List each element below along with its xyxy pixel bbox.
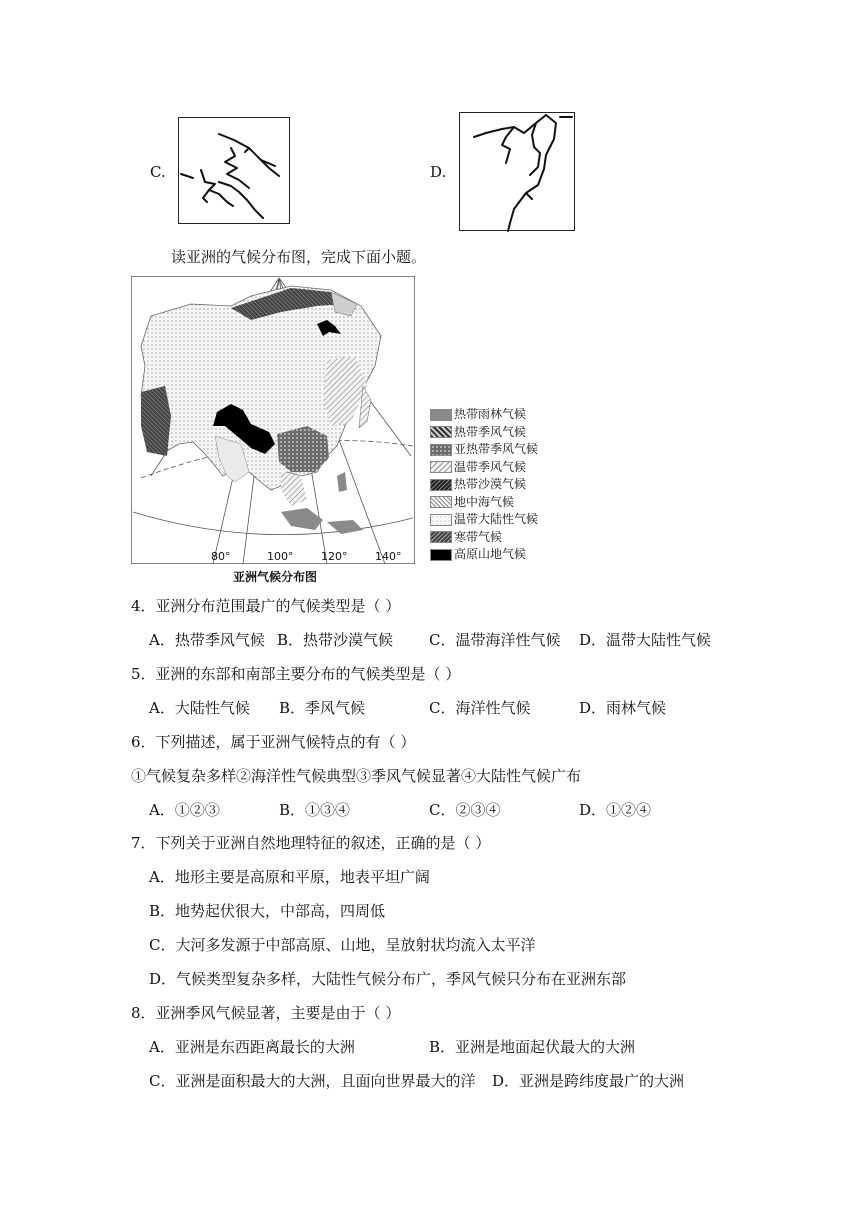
question-8-option-b[interactable]: B．亚洲是地面起伏最大的大洲 <box>429 1038 636 1056</box>
legend-label: 热带沙漠气候 <box>454 477 527 491</box>
legend-label: 温带季风气候 <box>454 459 527 474</box>
legend-label: 地中海气候 <box>454 494 515 509</box>
legend-swatch <box>430 531 452 543</box>
river-lines-d <box>460 113 576 232</box>
question-5-option-a[interactable]: A．大陆性气候 <box>149 699 250 717</box>
longitude-label-140: 140° <box>375 550 402 563</box>
longitude-label-100: 100° <box>267 550 294 563</box>
question-6-option-d[interactable]: D．①②④ <box>579 801 652 819</box>
legend-swatch <box>430 496 452 508</box>
legend-item <box>430 476 526 492</box>
question-6-option-b[interactable]: B．①③④ <box>279 801 351 819</box>
legend-swatch <box>430 514 452 526</box>
question-4-option-b[interactable]: B．热带沙漠气候 <box>277 631 394 649</box>
legend-label: 温带大陆性气候 <box>454 512 539 526</box>
question-5-option-c[interactable]: C．海洋性气候 <box>429 699 531 717</box>
legend-swatch <box>430 444 452 456</box>
legend-item <box>430 494 514 510</box>
question-5-stem: 5．亚洲的东部和南部主要分布的气候类型是（ ） <box>131 665 461 683</box>
question-7-stem: 7．下列关于亚洲自然地理特征的叙述，正确的是（ ） <box>131 834 491 852</box>
river-lines-c <box>179 118 291 225</box>
question-4-option-d[interactable]: D．温带大陆性气候 <box>579 631 712 649</box>
map-caption: 亚洲气候分布图 <box>233 570 318 584</box>
legend-swatch <box>430 426 452 438</box>
question-8-stem: 8．亚洲季风气候显著，主要是由于（ ） <box>131 1004 401 1022</box>
legend-swatch <box>430 549 452 561</box>
legend-swatch <box>430 479 452 491</box>
option-d-label: D. <box>430 163 447 181</box>
option-c-river-map <box>178 117 290 224</box>
question-7-option-d[interactable]: D．气候类型复杂多样，大陆性气候分布广，季风气候只分布在亚洲东部 <box>149 970 627 988</box>
question-7-option-a[interactable]: A．地形主要是高原和平原，地表平坦广阔 <box>149 868 430 886</box>
question-4-option-a[interactable]: A．热带季风气候 <box>149 631 265 649</box>
question-6-statement: ①气候复杂多样②海洋性气候典型③季风气候显著④大陆性气候广布 <box>131 767 582 785</box>
question-4-option-c[interactable]: C．温带海洋性气候 <box>429 631 561 649</box>
longitude-label-120: 120° <box>321 550 348 563</box>
question-5-option-b[interactable]: B．季风气候 <box>279 699 366 717</box>
legend-item <box>430 406 526 422</box>
legend-item <box>430 441 538 457</box>
legend-item <box>430 459 526 475</box>
question-6-option-c[interactable]: C．②③④ <box>429 801 501 819</box>
option-c-label: C. <box>150 163 166 181</box>
question-5-option-d[interactable]: D．雨林气候 <box>579 699 667 717</box>
question-4-stem: 4．亚洲分布范围最广的气候类型是（ ） <box>131 597 401 615</box>
map-intro-text: 读亚洲的气候分布图，完成下面小题。 <box>171 248 427 266</box>
question-8-option-d[interactable]: D．亚洲是跨纬度最广的大洲 <box>492 1072 685 1090</box>
legend-label: 寒带气候 <box>454 529 503 544</box>
question-7-option-c[interactable]: C．大河多发源于中部高原、山地，呈放射状均流入太平洋 <box>149 936 536 954</box>
longitude-label-80: 80° <box>211 550 231 563</box>
asia-climate-map <box>131 276 415 564</box>
legend-label: 高原山地气候 <box>454 547 527 561</box>
legend-item <box>430 511 538 527</box>
map-drawing <box>131 276 415 564</box>
legend-item <box>430 546 526 562</box>
legend-label: 亚热带季风气候 <box>454 442 539 456</box>
legend-label: 热带雨林气候 <box>454 407 527 421</box>
question-6-stem: 6．下列描述，属于亚洲气候特点的有（ ） <box>131 733 416 751</box>
map-legend <box>430 406 580 564</box>
option-d-river-map <box>459 112 575 231</box>
question-7-option-b[interactable]: B．地势起伏很大，中部高，四周低 <box>149 902 386 920</box>
question-8-option-a[interactable]: A．亚洲是东西距离最长的大洲 <box>149 1038 355 1056</box>
legend-label: 热带季风气候 <box>454 424 527 439</box>
legend-item <box>430 529 502 545</box>
question-6-option-a[interactable]: A．①②③ <box>149 801 220 819</box>
legend-swatch <box>430 409 452 421</box>
legend-swatch <box>430 461 452 473</box>
question-8-option-c[interactable]: C．亚洲是面积最大的大洲，且面向世界最大的洋 <box>149 1072 476 1090</box>
legend-item <box>430 424 526 440</box>
